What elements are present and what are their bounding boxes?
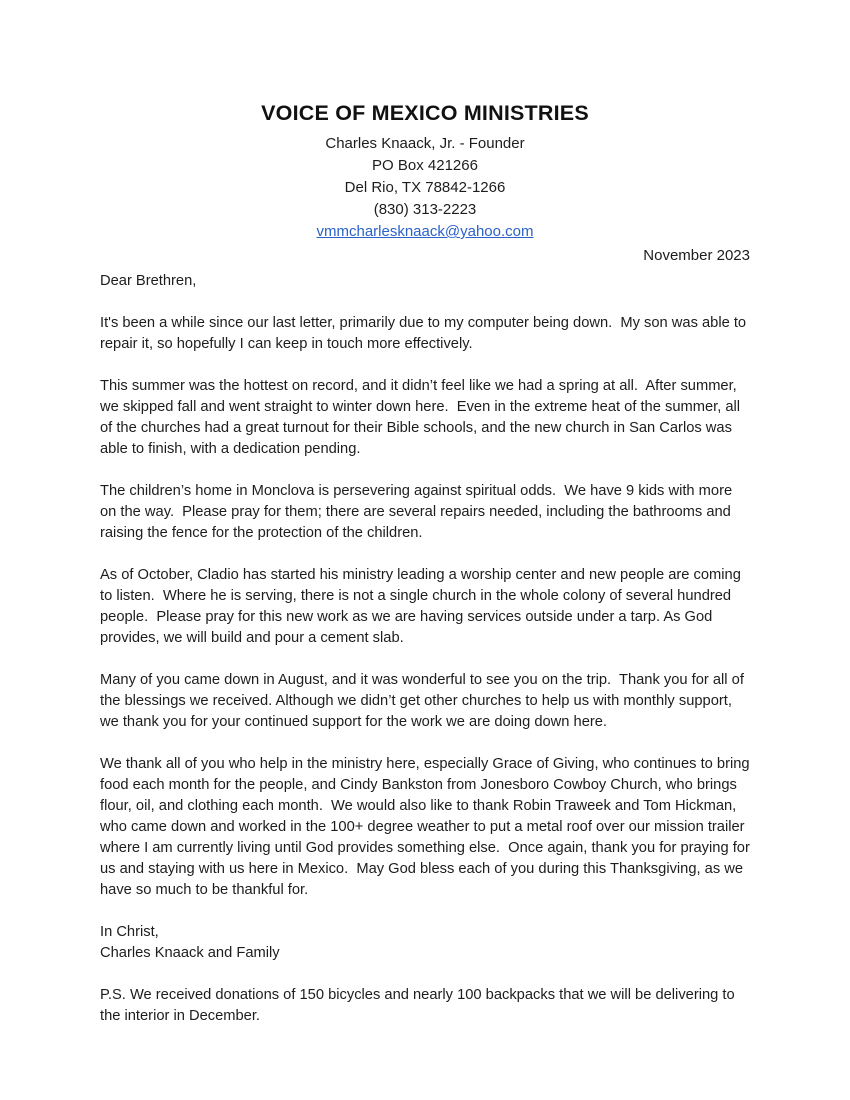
letterhead bbox=[100, 100, 750, 243]
salutation: Dear Brethren, bbox=[100, 273, 197, 289]
founder-line: Charles Knaack, Jr. - Founder bbox=[325, 135, 525, 152]
paragraph-computer-repair: It's been a while since our last letter, primarily due to my computer being down. My son was able to repair it, so hopefully I can keep in touch more effectively. bbox=[100, 315, 751, 352]
valediction: In Christ, bbox=[100, 924, 159, 940]
paragraph-cladio-ministry: As of October, Cladio has started his ministry leading a worship center and new people are coming to listen. Where he is serving, there is not a single church in the whole colony of several hundred people. Please pray for this new work as we are having services outside under a tarp. As God provides, we will build and pour a cement slab. bbox=[100, 567, 745, 646]
city-state-zip-line: Del Rio, TX 78842-1266 bbox=[344, 179, 506, 196]
signature: Charles Knaack and Family bbox=[100, 945, 280, 961]
postscript: P.S. We received donations of 150 bicycles and nearly 100 backpacks that we will be delivering to the interior in December. bbox=[100, 987, 739, 1024]
paragraph-thanks-helpers: We thank all of you who help in the ministry here, especially Grace of Giving, who continues to bring food each month for the people, and Cindy Bankston from Jonesboro Cowboy Church, who brings flour, oil, and clothing each month. We would also like to thank Robin Traweek and Tom Hickman, who came down and worked in the 100+ degree weather to put a metal roof over our mission trailer where I am currently living until God provides something else. Once again, thank you for praying for us and staying with us here in Mexico. May God bless each of you during this Thanksgiving, as we have so much to be thankful for. bbox=[100, 756, 754, 898]
organization-title: VOICE OF MEXICO MINISTRIES bbox=[261, 101, 589, 125]
paragraph-childrens-home: The children’s home in Monclova is persevering against spiritual odds. We have 9 kids with more on the way. Please pray for them; there are several repairs needed, including the bathrooms and raising the fence for the protection of the children. bbox=[100, 483, 737, 541]
phone-line: (830) 313-2223 bbox=[373, 201, 477, 218]
date-line: November 2023 bbox=[643, 247, 750, 264]
paragraph-august-trip: Many of you came down in August, and it was wonderful to see you on the trip. Thank you for all of the blessings we received. Although we didn’t get other churches to help us with monthly support, we thank you for your continued support for the work we are doing down here. bbox=[100, 672, 748, 730]
paragraph-summer-weather: This summer was the hottest on record, and it didn’t feel like we had a spring at all. After summer, we skipped fall and went straight to winter down here. Even in the extreme heat of the summer, all of the churches had a great turnout for their Bible schools, and the new church in San Carlos was able to finish, with a dedication pending. bbox=[100, 378, 745, 457]
email-line bbox=[100, 221, 750, 243]
po-box-line: PO Box 421266 bbox=[372, 157, 478, 174]
email-link[interactable]: vmmcharlesknaack@yahoo.com bbox=[316, 223, 534, 240]
closing-block bbox=[100, 922, 750, 964]
